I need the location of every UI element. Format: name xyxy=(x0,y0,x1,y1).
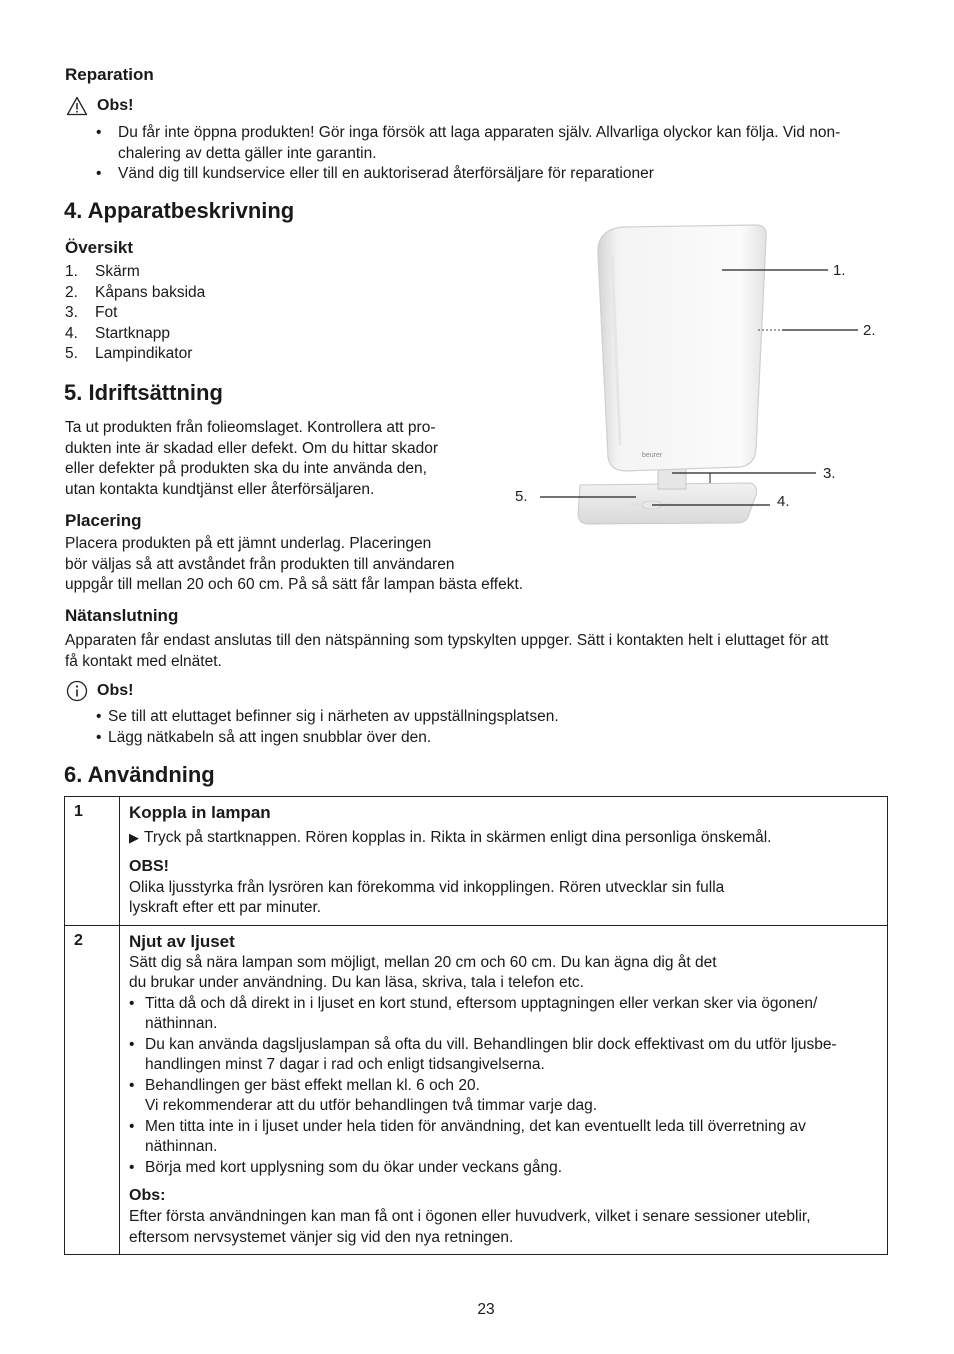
mains-note-list xyxy=(96,707,886,748)
list-item xyxy=(129,1035,877,1076)
section5-heading: 5. Idriftsättning xyxy=(64,380,223,405)
item-label: Kåpans baksida xyxy=(95,283,206,301)
text-line: utan kontakta kundtjänst eller återförsäljaren. xyxy=(65,480,375,498)
repair-warning xyxy=(66,96,133,116)
table-row xyxy=(65,925,888,1255)
lamp-screen xyxy=(598,225,766,471)
info-icon xyxy=(66,680,88,702)
text-line: Sätt dig så nära lampan som möjligt, mellan 20 cm och 60 cm. Du kan ägna dig åt det xyxy=(129,953,717,971)
step-note-text xyxy=(129,1207,877,1248)
list-item: • Lägg nätkabeln så att ingen snubblar över den. xyxy=(96,728,886,749)
item-number: 1. xyxy=(65,263,78,280)
placement-title: Placering xyxy=(65,511,142,530)
repair-bullet-list xyxy=(96,123,891,185)
text-line: dukten inte är skadad eller defekt. Om du hittar skador xyxy=(65,439,439,457)
text-line: Olika ljusstyrka från lysrören kan förekomma vid inkopplingen. Rören utvecklar sin fulla xyxy=(129,878,725,896)
callout-2: 2. xyxy=(863,322,876,339)
section5-intro xyxy=(65,418,495,500)
usage-table xyxy=(64,796,888,1255)
list-item xyxy=(65,344,205,365)
overview-title: Översikt xyxy=(65,238,134,257)
text-line: lyskraft efter ett par minuter. xyxy=(129,899,322,916)
bullet-line: Du får inte öppna produkten! Gör inga försök att laga apparaten själv. Allvarliga olyckor kan följa. Vid non- xyxy=(118,124,841,141)
list-item xyxy=(129,994,877,1035)
placement-text xyxy=(65,534,625,596)
list-item xyxy=(65,262,205,283)
step-intro xyxy=(129,953,877,994)
list-item xyxy=(65,324,205,345)
list-item xyxy=(65,283,205,304)
text-line: du brukar under användning. Du kan läsa, skriva, tala i telefon etc. xyxy=(129,974,584,991)
step-number: 2 xyxy=(65,925,120,1255)
text-line: bör väljas så att avståndet från produkten till användaren xyxy=(65,555,455,573)
step-body xyxy=(120,925,888,1255)
text-line: uppgår till mellan 20 och 60 cm. På så sätt får lampan bästa effekt. xyxy=(65,576,524,593)
bullet-line: Behandlingen ger bäst effekt mellan kl. 6 och 20. xyxy=(145,1076,480,1094)
callout-3: 3. xyxy=(823,465,836,482)
text-line: eller defekter på produkten ska du inte använda den, xyxy=(65,460,427,477)
bullet-line: chalering av detta gäller inte garantin. xyxy=(118,144,377,162)
callout-5: 5. xyxy=(515,488,528,505)
text-line: Placera produkten på ett jämnt underlag. Placeringen xyxy=(65,535,432,552)
step-number: 1 xyxy=(65,797,120,926)
item-number: 2. xyxy=(65,283,78,301)
bullet-line: handlingen minst 7 dagar i rad och enligt tidsangivelserna. xyxy=(145,1056,545,1073)
mains-title: Nätanslutning xyxy=(65,606,179,625)
brand-logo: beurer xyxy=(642,452,663,459)
repair-warning-label: Obs! xyxy=(97,97,134,114)
item-number: 4. xyxy=(65,324,78,342)
mains-note xyxy=(66,680,133,702)
item-label: Skärm xyxy=(95,263,140,280)
list-item xyxy=(129,1076,877,1117)
step-instruction xyxy=(129,828,877,849)
repair-heading: Reparation xyxy=(65,65,154,84)
bullet-line: Du kan använda dagsljuslampan så ofta du vill. Behandlingen blir dock effektivast om du utför ljusbe- xyxy=(145,1035,837,1053)
step-title: Njut av ljuset xyxy=(129,931,235,951)
bullet-line: Börja med kort upplysning som du ökar under veckans gång. xyxy=(145,1158,563,1176)
item-label: Fot xyxy=(95,304,118,321)
text-line: Apparaten får endast anslutas till den nätspänning som typskylten uppger. Sätt i kontakten helt i eluttaget för att xyxy=(65,632,829,649)
item-number: 5. xyxy=(65,345,78,362)
bullet-line: Men titta inte in i ljuset under hela tiden för användning, det kan eventuellt leda till överretning av xyxy=(145,1117,806,1135)
text-line: Efter första användningen kan man få ont i ögonen eller huvudverk, vilket i senare sessioner uteblir, xyxy=(129,1208,811,1225)
item-label: Startknapp xyxy=(95,324,170,342)
step-note-title: OBS! xyxy=(129,857,169,875)
text-line: eftersom nervsystemet vänjer sig vid den nya retningen. xyxy=(129,1228,514,1246)
list-item: • Vänd dig till kundservice eller till en auktoriserad återförsäljare för reparationer xyxy=(96,164,891,185)
list-item xyxy=(96,123,891,164)
bullet-line: Titta då och då direkt in i ljuset en kort stund, eftersom upptagningen eller verkan sker via ögonen/ xyxy=(145,994,818,1012)
item-number: 3. xyxy=(65,304,78,321)
callout-4: 4. xyxy=(777,493,790,510)
step-note-title: Obs: xyxy=(129,1187,166,1204)
overview-list xyxy=(65,262,205,365)
step-body xyxy=(120,797,888,926)
list-item xyxy=(129,1158,877,1179)
warning-triangle-icon xyxy=(66,96,88,116)
bullet-line: näthinnan. xyxy=(145,1015,218,1032)
text-line: Ta ut produkten från folieomslaget. Kontrollera att pro- xyxy=(65,419,436,436)
step-instruction-text: Tryck på startknappen. Rören kopplas in. Rikta in skärmen enligt dina personliga önskemål. xyxy=(144,829,772,846)
page-number: 23 xyxy=(477,1301,495,1318)
mains-note-label: Obs! xyxy=(97,682,134,699)
list-item xyxy=(129,1117,877,1158)
section4-heading: 4. Apparatbeskrivning xyxy=(64,198,295,223)
lamp-diagram xyxy=(500,215,900,535)
step-title: Koppla in lampan xyxy=(129,803,271,822)
item-label: Lampindikator xyxy=(95,345,193,362)
table-row xyxy=(65,797,888,926)
mains-text xyxy=(65,631,895,672)
arrow-right-icon: ▶ xyxy=(129,830,139,845)
bullet-line: näthinnan. xyxy=(145,1138,218,1155)
list-item xyxy=(65,303,205,324)
bullet-line: Vi rekommenderar att du utför behandlingen två timmar varje dag. xyxy=(145,1097,598,1114)
step-note-text xyxy=(129,878,877,919)
section6-heading: 6. Användning xyxy=(64,762,215,787)
list-item: • Se till att eluttaget befinner sig i närheten av uppställningsplatsen. xyxy=(96,707,886,728)
text-line: få kontakt med elnätet. xyxy=(65,652,222,670)
step-bullet-list xyxy=(129,994,877,1179)
callout-1: 1. xyxy=(833,262,846,279)
